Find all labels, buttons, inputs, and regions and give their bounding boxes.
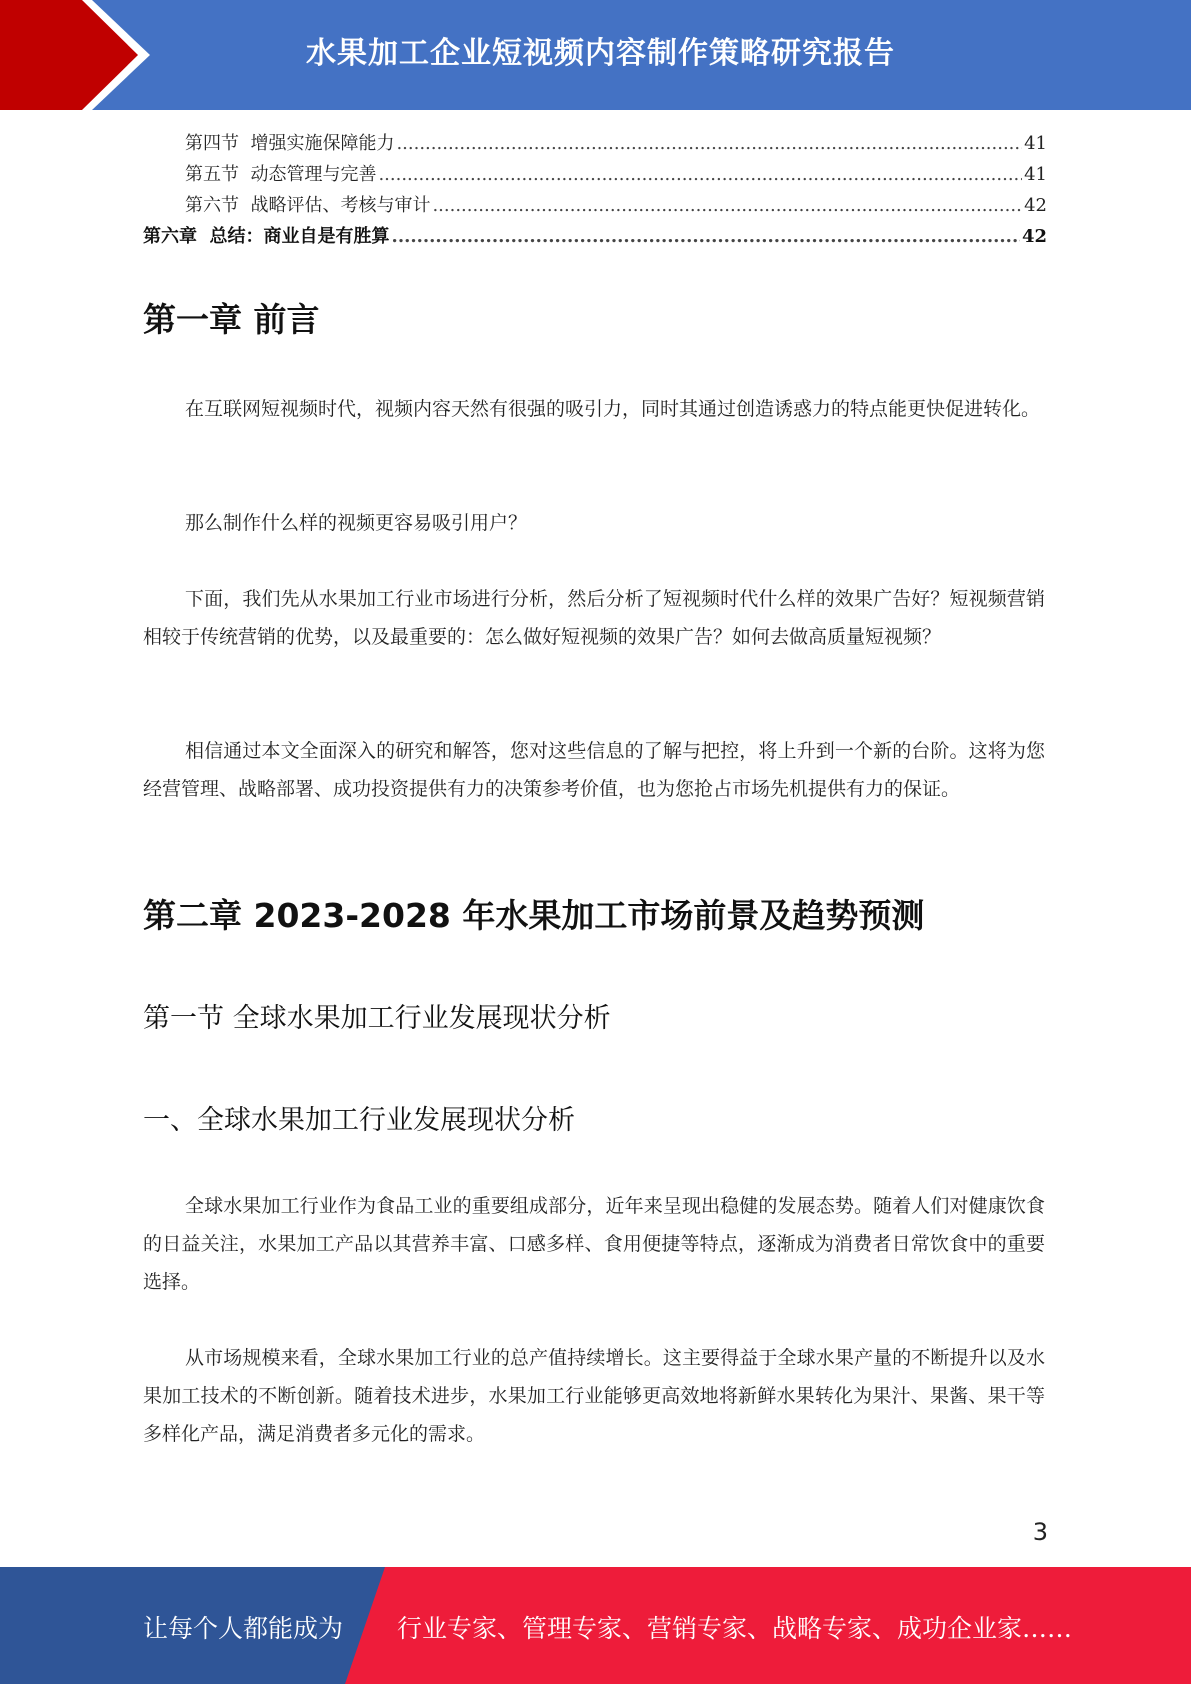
- page-number: 3: [1032, 1518, 1048, 1546]
- toc-entry-label: 第六节 战略评估、考核与审计: [185, 195, 431, 216]
- toc-leader-dots: [378, 159, 1022, 190]
- footer-banner: [0, 1567, 1191, 1684]
- toc-entry-page: 41: [1024, 164, 1047, 185]
- footer-slogan-left: 让每个人都能成为: [143, 1614, 344, 1643]
- toc-entry-label: 第四节 增强实施保障能力: [185, 133, 395, 154]
- section-heading: 第一节 全球水果加工行业发展现状分析: [143, 1003, 611, 1034]
- report-title: 水果加工企业短视频内容制作策略研究报告: [306, 36, 895, 71]
- header-banner: [0, 0, 1191, 110]
- toc-leader-dots: [396, 128, 1022, 159]
- body-paragraph: 全球水果加工行业作为食品工业的重要组成部分，近年来呈现出稳健的发展态势。随着人们对健康饮食的日益关注，水果加工产品以其营养丰富、口感多样、食用便捷等特点，逐渐成为消费者日常饮食中的重要选择。: [143, 1195, 1045, 1293]
- body-paragraph: 下面，我们先从水果加工行业市场进行分析，然后分析了短视频时代什么样的效果广告好？短视频营销相较于传统营销的优势，以及最重要的：怎么做好短视频的效果广告？如何去做高质量短视频？: [143, 588, 1045, 648]
- toc-leader-dots: [432, 190, 1022, 221]
- toc-entry-page: 41: [1024, 133, 1047, 154]
- body-paragraph: 相信通过本文全面深入的研究和解答，您对这些信息的了解与把控，将上升到一个新的台阶。这将为您经营管理、战略部署、成功投资提供有力的决策参考价值，也为您抢占市场先机提供有力的保证。: [143, 740, 1045, 800]
- chapter-heading: 第一章 前言: [143, 300, 320, 339]
- toc-entry-page: 42: [1021, 226, 1047, 247]
- toc-entry-chapter[interactable]: [143, 221, 1047, 252]
- toc-entry[interactable]: [143, 159, 1047, 190]
- toc-entry[interactable]: [143, 190, 1047, 221]
- body-paragraph: 那么制作什么样的视频更容易吸引用户？: [185, 512, 528, 534]
- toc-entry[interactable]: [143, 128, 1047, 159]
- toc-entry-label: 第五节 动态管理与完善: [185, 164, 377, 185]
- toc-entry-label: 第六章 总结：商业自是有胜算: [143, 226, 390, 247]
- subsection-heading: 一、全球水果加工行业发展现状分析: [143, 1105, 575, 1136]
- table-of-contents: [143, 128, 1047, 252]
- body-paragraph: 从市场规模来看，全球水果加工行业的总产值持续增长。这主要得益于全球水果产量的不断提升以及水果加工技术的不断创新。随着技术进步，水果加工行业能够更高效地将新鲜水果转化为果汁、果酱、果干等多样化产品，满足消费者多元化的需求。: [143, 1347, 1045, 1445]
- chapter-heading: 第二章 2023-2028 年水果加工市场前景及趋势预测: [143, 896, 925, 935]
- body-paragraph: 在互联网短视频时代，视频内容天然有很强的吸引力，同时其通过创造诱惑力的特点能更快促进转化。: [185, 398, 1041, 420]
- toc-entry-page: 42: [1024, 195, 1047, 216]
- toc-leader-dots: [392, 221, 1020, 252]
- footer-slogan-right: 行业专家、管理专家、营销专家、战略专家、成功企业家……: [397, 1614, 1073, 1643]
